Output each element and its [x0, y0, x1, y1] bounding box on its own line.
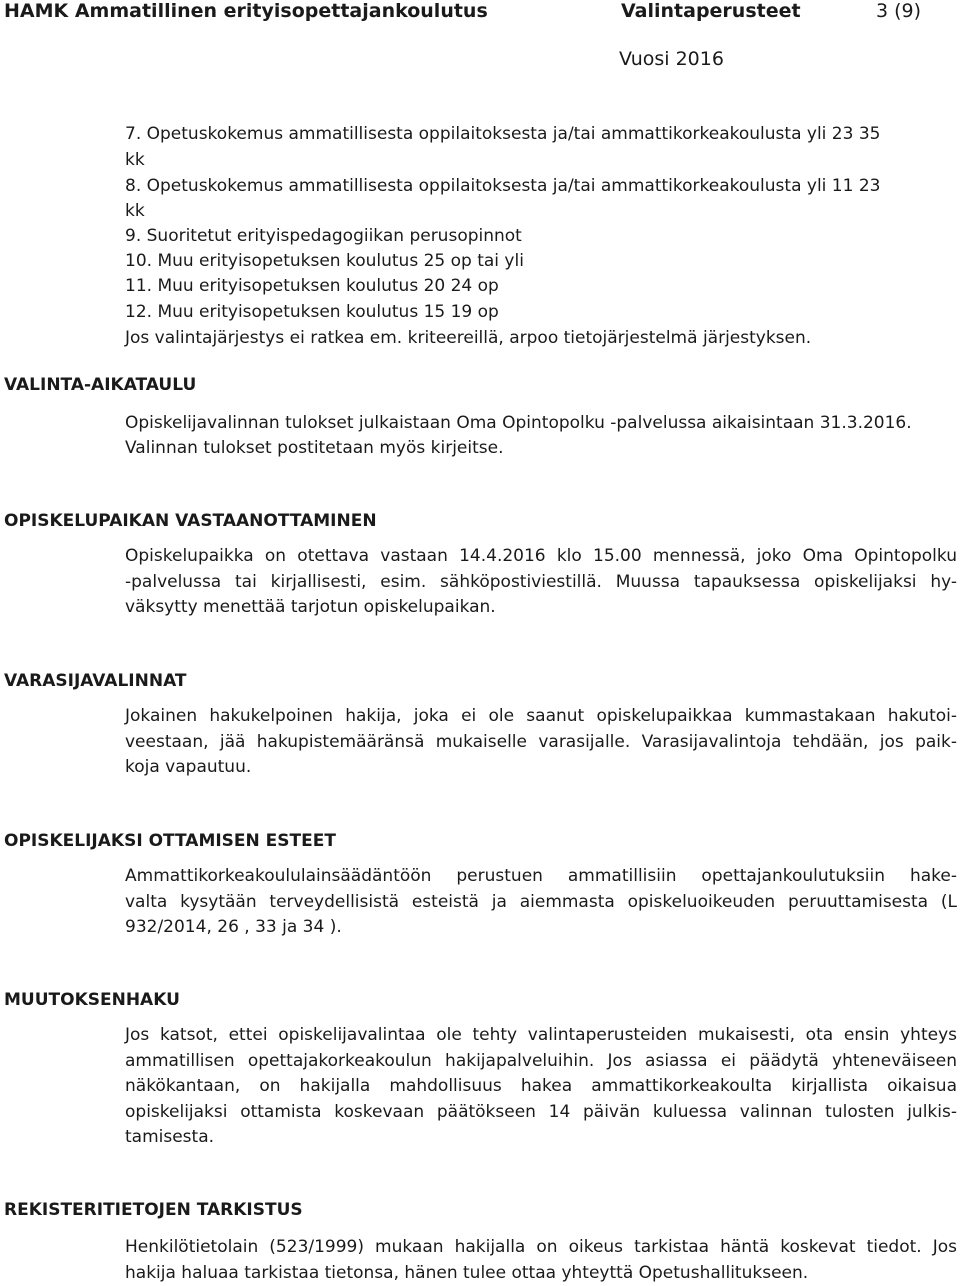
paragraph-line: näkökantaan, on hakijalla mahdollisuus hakea ammattikorkeakoulta kirjallista oikaisua — [125, 1074, 957, 1100]
paragraph-line: Opiskelupaikka on otettava vastaan 14.4.2016 klo 15.00 mennessä, joko Oma Opintopolku — [125, 544, 957, 570]
document-year: Vuosi 2016 — [619, 48, 724, 70]
list-item: 9. Suoritetut erityispedagogiikan perusopinnot — [125, 224, 522, 248]
paragraph-line: valta kysytään terveydellisistä esteistä ja aiemmasta opiskeluoikeuden peruuttamisesta (L — [125, 890, 957, 916]
list-item: 10. Muu erityisopetuksen koulutus 25 op tai yli — [125, 249, 524, 273]
list-note: Jos valintajärjestys ei ratkea em. kriteereillä, arpoo tietojärjestelmä järjestyksen. — [125, 326, 811, 350]
section-heading-vastaanottaminen: OPISKELUPAIKAN VASTAANOTTAMINEN — [4, 509, 377, 533]
paragraph-line: -palvelussa tai kirjallisesti, esim. sähköpostiviestillä. Muussa tapauksessa opiskelijaksi hy- — [125, 570, 957, 596]
section-paragraph — [125, 544, 957, 621]
section-heading-muutoksenhaku: MUUTOKSENHAKU — [4, 988, 180, 1012]
paragraph-line: 932/2014, 26 , 33 ja 34 ). — [125, 915, 957, 941]
list-item: 8. Opetuskokemus ammatillisesta oppilaitoksesta ja/tai ammattikorkeakoulusta yli 11 23 — [125, 174, 880, 198]
paragraph-line: ammatillisen opettajakorkeakoulun hakijapalveluihin. Jos asiassa ei päädytä yhteneväiseen — [125, 1049, 957, 1075]
list-item: 7. Opetuskokemus ammatillisesta oppilaitoksesta ja/tai ammattikorkeakoulusta yli 23 35 — [125, 122, 880, 146]
paragraph-line: veestaan, jää hakupistemääränsä mukaiselle varasijalle. Varasijavalintoja tehdään, jos paik- — [125, 730, 957, 756]
paragraph-line: väksytty menettää tarjotun opiskelupaikan. — [125, 595, 957, 621]
section-paragraph — [125, 704, 957, 781]
paragraph-line: Jokainen hakukelpoinen hakija, joka ei ole saanut opiskelupaikkaa kummastakaan hakutoi- — [125, 704, 957, 730]
paragraph-line: tamisesta. — [125, 1125, 957, 1151]
document-title: Valintaperusteet — [621, 0, 801, 22]
section-heading-rekisteritietojen-tarkistus: REKISTERITIETOJEN TARKISTUS — [4, 1198, 303, 1222]
section-paragraph — [125, 1023, 957, 1151]
paragraph-line: Ammattikorkeakoululainsäädäntöön perustuen ammatillisiin opettajankoulutuksiin hake- — [125, 864, 957, 890]
list-item: 11. Muu erityisopetuksen koulutus 20 24 op — [125, 274, 499, 298]
organization-name: HAMK Ammatillinen erityisopettajankoulutus — [4, 0, 488, 22]
paragraph-line: Henkilötietolain (523/1999) mukaan hakijalla on oikeus tarkistaa häntä koskevat tiedot. Jos — [125, 1235, 957, 1261]
list-item: kk — [125, 148, 145, 172]
section-text-line: Valinnan tulokset postitetaan myös kirjeitse. — [125, 436, 503, 460]
section-heading-valinta-aikataulu: VALINTA-AIKATAULU — [4, 373, 196, 397]
page-number: 3 (9) — [876, 0, 921, 22]
paragraph-line: koja vapautuu. — [125, 755, 957, 781]
section-heading-varasijavalinnat: VARASIJAVALINNAT — [4, 669, 187, 693]
page-header — [0, 0, 960, 26]
paragraph-line: opiskelijaksi ottamista koskevaan päätökseen 14 päivän kuluessa valinnan tulosten julkis- — [125, 1100, 957, 1126]
section-paragraph — [125, 1235, 957, 1286]
list-item: 12. Muu erityisopetuksen koulutus 15 19 op — [125, 300, 499, 324]
paragraph-line: Jos katsot, ettei opiskelijavalintaa ole tehty valintaperusteiden mukaisesti, ota ensin yhteys — [125, 1023, 957, 1049]
list-item: kk — [125, 199, 145, 223]
paragraph-line: hakija haluaa tarkistaa tietonsa, hänen tulee ottaa yhteyttä Opetushallitukseen. — [125, 1261, 957, 1286]
section-paragraph — [125, 864, 957, 941]
section-heading-esteet: OPISKELIJAKSI OTTAMISEN ESTEET — [4, 829, 336, 853]
section-text-line: Opiskelijavalinnan tulokset julkaistaan Oma Opintopolku -palvelussa aikaisintaan 31.3.2016. — [125, 411, 912, 435]
